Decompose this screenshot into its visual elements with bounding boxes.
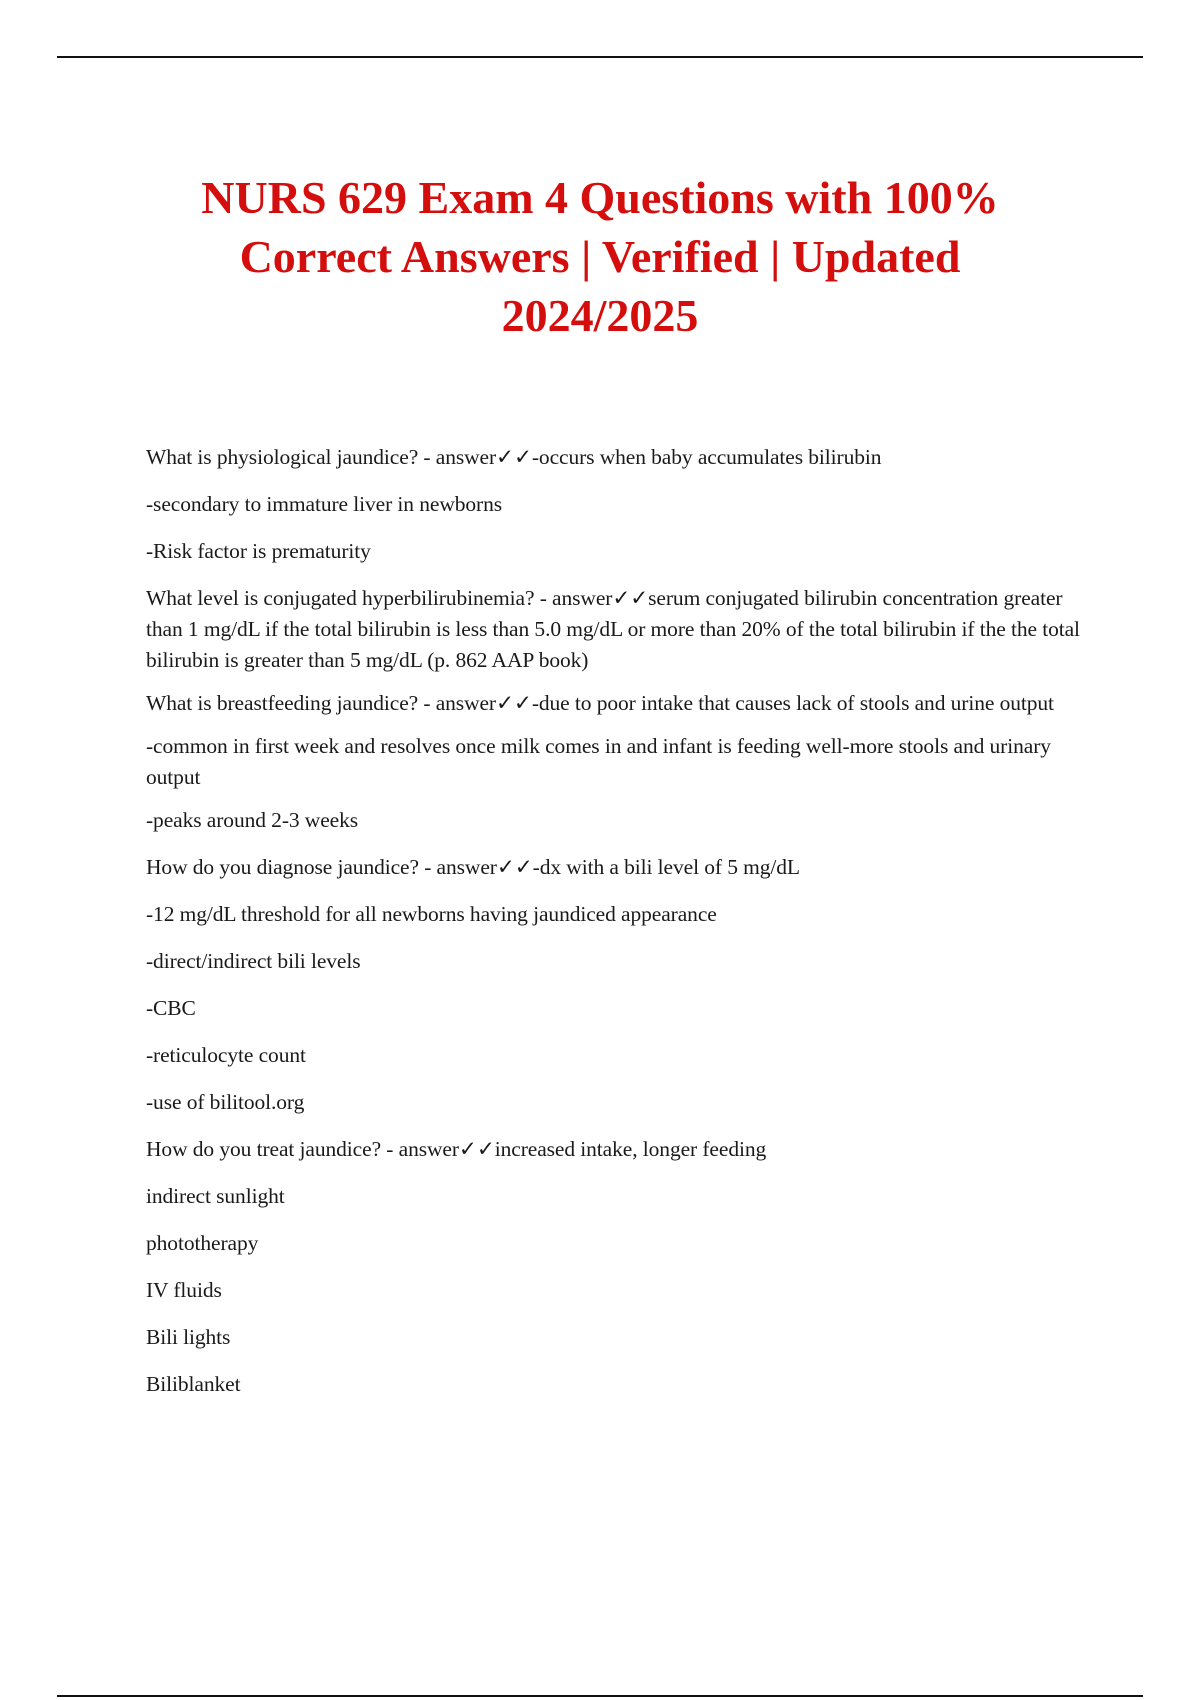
question-physiological-jaundice: What is physiological jaundice? - answer✓✓-occurs when baby accumulates bilirubin	[146, 445, 882, 469]
top-rule	[57, 56, 1143, 58]
answer-line: -secondary to immature liver in newborns	[146, 492, 503, 516]
question-treat-jaundice: How do you treat jaundice? - answer✓✓increased intake, longer feeding	[146, 1137, 767, 1161]
answer-line: -peaks around 2-3 weeks	[146, 808, 359, 832]
answer-line: Bili lights	[146, 1325, 231, 1349]
answer-line: -Risk factor is prematurity	[146, 539, 371, 563]
answer-line: phototherapy	[146, 1231, 259, 1255]
bottom-rule	[57, 1695, 1143, 1697]
question-breastfeeding-jaundice: What is breastfeeding jaundice? - answer✓✓-due to poor intake that causes lack of stools and urine output	[146, 691, 1054, 715]
answer-line: -common in first week and resolves once milk comes in and infant is feeding well-more stools and urinary output	[146, 734, 1051, 789]
question-diagnose-jaundice: How do you diagnose jaundice? - answer✓✓-dx with a bili level of 5 mg/dL	[146, 855, 800, 879]
question-conjugated-hyperbilirubinemia: What level is conjugated hyperbilirubinemia? - answer✓✓serum conjugated bilirubin concentration greater than 1 mg/dL if the total bilirubin is less than 5.0 mg/dL or more than 20% of the total bilirubin if the the total bilirubin is greater than 5 mg/dL (p. 862 AAP book)	[146, 586, 1080, 672]
answer-line: -reticulocyte count	[146, 1043, 306, 1067]
document-body	[146, 442, 1086, 1416]
answer-line: -CBC	[146, 996, 196, 1020]
answer-line: Biliblanket	[146, 1372, 241, 1396]
answer-line: -12 mg/dL threshold for all newborns having jaundiced appearance	[146, 902, 717, 926]
answer-line: indirect sunlight	[146, 1184, 285, 1208]
answer-line: -direct/indirect bili levels	[146, 949, 361, 973]
answer-line: -use of bilitool.org	[146, 1090, 305, 1114]
document-title: NURS 629 Exam 4 Questions with 100% Correct Answers | Verified | Updated 2024/2025	[201, 172, 999, 341]
answer-line: IV fluids	[146, 1278, 222, 1302]
